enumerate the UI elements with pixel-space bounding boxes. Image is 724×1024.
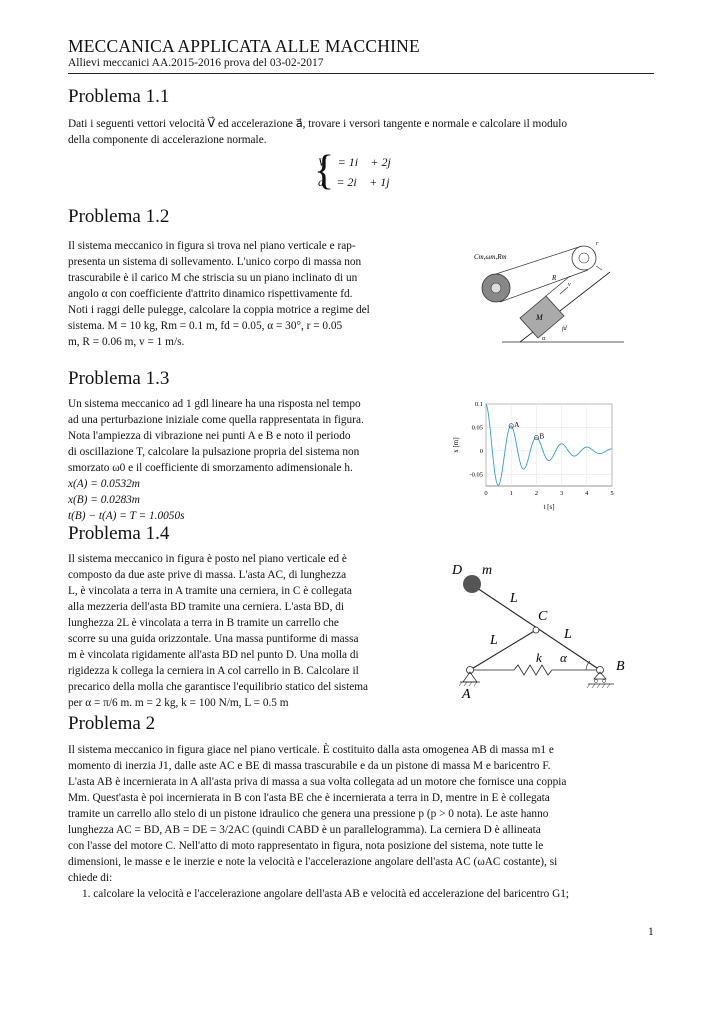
- p14-line: precarico della molla che garantisce l'equilibrio statico del sistema: [68, 681, 369, 693]
- label-alpha: α: [560, 650, 567, 665]
- x-ticks: [484, 490, 613, 497]
- heading-problema-2: Problema 2: [68, 713, 156, 734]
- label-r: r: [596, 241, 599, 247]
- p2-line: lunghezza AC = BD, AB = DE = 3/2AC (quindi CABD è un parallelogramma). La cerniera D è allineata: [68, 824, 541, 836]
- label-M: M: [536, 313, 543, 322]
- y-tick-label: 0.05: [471, 424, 483, 432]
- label-R: R: [552, 274, 557, 282]
- p12-line: m, R = 0.06 m, v = 1 m/s.: [68, 336, 185, 348]
- y-tick-label: 0.1: [474, 401, 483, 409]
- label-l-upper: L: [510, 591, 518, 606]
- page-number: 1: [648, 926, 654, 938]
- p14-text: [68, 551, 438, 711]
- p14-line: composto da due aste prive di massa. L'asta AC, di lunghezza: [68, 569, 347, 581]
- p2-line: con l'asse del motore C. Nell'atto di moto rappresentato in figura, nota posizione del sistema, note tutte le: [68, 840, 544, 852]
- x-axis-label: t [s]: [543, 503, 555, 511]
- label-l-left: L: [490, 633, 498, 648]
- chart-annotations: [509, 421, 545, 441]
- p2-question-list: [68, 886, 658, 902]
- x-tick-label: 3: [559, 490, 564, 497]
- guide-hatch: [587, 684, 610, 688]
- p13-line: di oscillazione T, calcolare la pulsazione propria del sistema non: [68, 446, 360, 458]
- velocity-arrow: [560, 287, 568, 294]
- spring-k: [474, 665, 596, 675]
- p2-line: Il sistema meccanico in figura giace nel piano verticale. È costituito dalla asta omogenea AB di massa m1 e: [68, 744, 554, 756]
- x-tick-label: 5: [610, 490, 614, 497]
- hinge-c: [533, 627, 539, 633]
- label-c: C: [538, 609, 548, 624]
- two-rod-mechanism-figure: [448, 558, 638, 704]
- pulley-support: [596, 266, 602, 270]
- belt-top: [496, 246, 582, 274]
- plot-frame: [486, 404, 612, 486]
- label-v: v: [568, 282, 571, 288]
- p14-line: Il sistema meccanico in figura è posto nel piano verticale ed è: [68, 553, 347, 565]
- x-tick-label: 0: [484, 490, 488, 497]
- label-b: B: [616, 659, 625, 674]
- p2-line: dimensioni, le masse e le inerzie e note la velocità e l'accelerazione angolare dell'asta AC (ωAC costante), si: [68, 856, 558, 868]
- eq-velocity: V⃗ = 1i⃗ + 2j⃗: [318, 155, 401, 169]
- system-brace: {: [314, 148, 335, 194]
- annotation-label: B: [539, 432, 545, 441]
- p14-line: alla mezzeria dell'asta BD tramite una cerniera. L'asta BD, di: [68, 601, 345, 613]
- label-k: k: [536, 650, 542, 665]
- document-subtitle: Allievi meccanici AA.2015-2016 prova del 03-02-2017: [68, 57, 324, 69]
- rod-ac: [470, 630, 536, 670]
- label-fd: fd: [562, 326, 567, 332]
- p2-line: momento di inerzia J1, dalle aste AC e BE di massa trascurabile e da un pistone di massa M e baricentro F.: [68, 760, 551, 772]
- p13-line: smorzato ω0 e il coefficiente di smorzamento adimensionale h.: [68, 462, 353, 474]
- given-period: t(B) − t(A) = T = 1.0050s: [68, 510, 185, 522]
- eq-acceleration: a⃗ = 2i⃗ + 1j⃗: [318, 175, 399, 189]
- label-l-right: L: [564, 627, 572, 642]
- p12-text: [68, 238, 440, 350]
- heading-problema-1-4: Problema 1.4: [68, 523, 170, 544]
- p11-line: Dati i seguenti vettori velocità V⃗ ed accelerazione a⃗, trovare i versori tangente e normale e calcolare il modulo: [68, 118, 568, 130]
- header-rule: [68, 73, 654, 74]
- given-xb: x(B) = 0.0283m: [68, 494, 140, 506]
- given-xa: x(A) = 0.0532m: [68, 478, 140, 490]
- motor-label: Cm,ωm,Rm: [474, 253, 507, 261]
- p2-line: Mm. Quest'asta è poi incernierata in B con l'asta BE che è incernierata a terra in D, mentre in E è collegata: [68, 792, 550, 804]
- ground-hatch-a: [459, 682, 477, 686]
- heading-problema-1-3: Problema 1.3: [68, 368, 170, 389]
- annotation-label: A: [514, 420, 520, 429]
- y-tick-label: -0.05: [469, 471, 483, 479]
- p2-text: [68, 742, 658, 902]
- p2-line: L'asta AB è incernierata in A all'asta priva di massa a sua volta collegata ad un motore che fornisce una coppia: [68, 776, 567, 788]
- p12-line: presenta un sistema di sollevamento. L'unico corpo di massa non: [68, 256, 362, 268]
- carriage-wheel: [602, 679, 605, 682]
- p11-equations: [318, 152, 400, 192]
- heading-problema-1-1: Problema 1.1: [68, 86, 170, 107]
- p2-line: tramite un carrello allo stelo di un pistone idraulico che genera una pressione p (p > 0 nota). Le aste hanno: [68, 808, 549, 820]
- heading-problema-1-2: Problema 1.2: [68, 206, 170, 227]
- p14-line: scorre su una guida orizzontale. Una massa puntiforme di massa: [68, 633, 359, 645]
- carriage-wheel: [594, 679, 597, 682]
- lifting-system-figure: [460, 236, 630, 348]
- y-axis-label: x [m]: [452, 437, 460, 453]
- p14-line: rigidezza k collega la cerniera in A col carrello in B. Calcolare il: [68, 665, 359, 677]
- p11-text: [68, 116, 658, 148]
- motor-hub: [491, 283, 501, 293]
- p2-question-item: 1. calcolare la velocità e l'accelerazione angolare dell'asta AB e velocità ed accelerazione del baricentro G1;: [82, 888, 570, 900]
- p12-line: sistema. M = 10 kg, Rm = 0.1 m, fd = 0.05, α = 30°, r = 0.05: [68, 320, 343, 332]
- p12-line: Noti i raggi delle pulegge, calcolare la coppia motrice a regime del: [68, 304, 370, 316]
- label-a: A: [462, 687, 471, 702]
- p12-line: angolo α con coefficiente d'attrito dinamico rispettivamente fd.: [68, 288, 353, 300]
- label-alpha: α: [542, 336, 546, 342]
- p11-line: della componente di accelerazione normale.: [68, 134, 267, 146]
- document-title: MECCANICA APPLICATA ALLE MACCHINE: [68, 36, 420, 56]
- point-mass-d: [463, 575, 481, 593]
- p12-line: trascurabile è il carico M che striscia su un piano inclinato di un: [68, 272, 358, 284]
- label-d: D: [452, 563, 463, 578]
- x-tick-label: 1: [509, 490, 513, 497]
- x-tick-label: 4: [585, 490, 589, 497]
- p13-line: ad una perturbazione iniziale come quella rappresentata in figura.: [68, 414, 364, 426]
- response-curve: [486, 404, 612, 485]
- label-m: m: [482, 563, 493, 578]
- p13-line: Un sistema meccanico ad 1 gdl lineare ha una risposta nel tempo: [68, 398, 361, 410]
- vibration-chart: [448, 396, 628, 516]
- p2-line: chiede di:: [68, 872, 113, 884]
- p14-line: L, è vincolata a terra in A tramite una cerniera, in C è collegata: [68, 585, 352, 597]
- y-tick-label: 0: [479, 448, 483, 456]
- p14-line: per α = π/6 m. m = 2 kg, k = 100 N/m, L = 0.5 m: [68, 697, 289, 709]
- x-tick-label: 2: [534, 490, 539, 497]
- upper-pulley-inner: [579, 253, 589, 263]
- grid-lines: [486, 404, 612, 486]
- p14-line: lunghezza 2L è vincolata a terra in B tramite un carrello che: [68, 617, 339, 629]
- p13-text: [68, 396, 428, 524]
- y-ticks: [469, 401, 483, 478]
- p14-line: m è vincolata rigidamente all'asta BD nel punto D. Una molla di: [68, 649, 359, 661]
- p13-line: Nota l'ampiezza di vibrazione nei punti A e B e noto il periodo: [68, 430, 351, 442]
- p12-line: Il sistema meccanico in figura si trova nel piano verticale e rap-: [68, 240, 356, 252]
- rope: [546, 276, 570, 296]
